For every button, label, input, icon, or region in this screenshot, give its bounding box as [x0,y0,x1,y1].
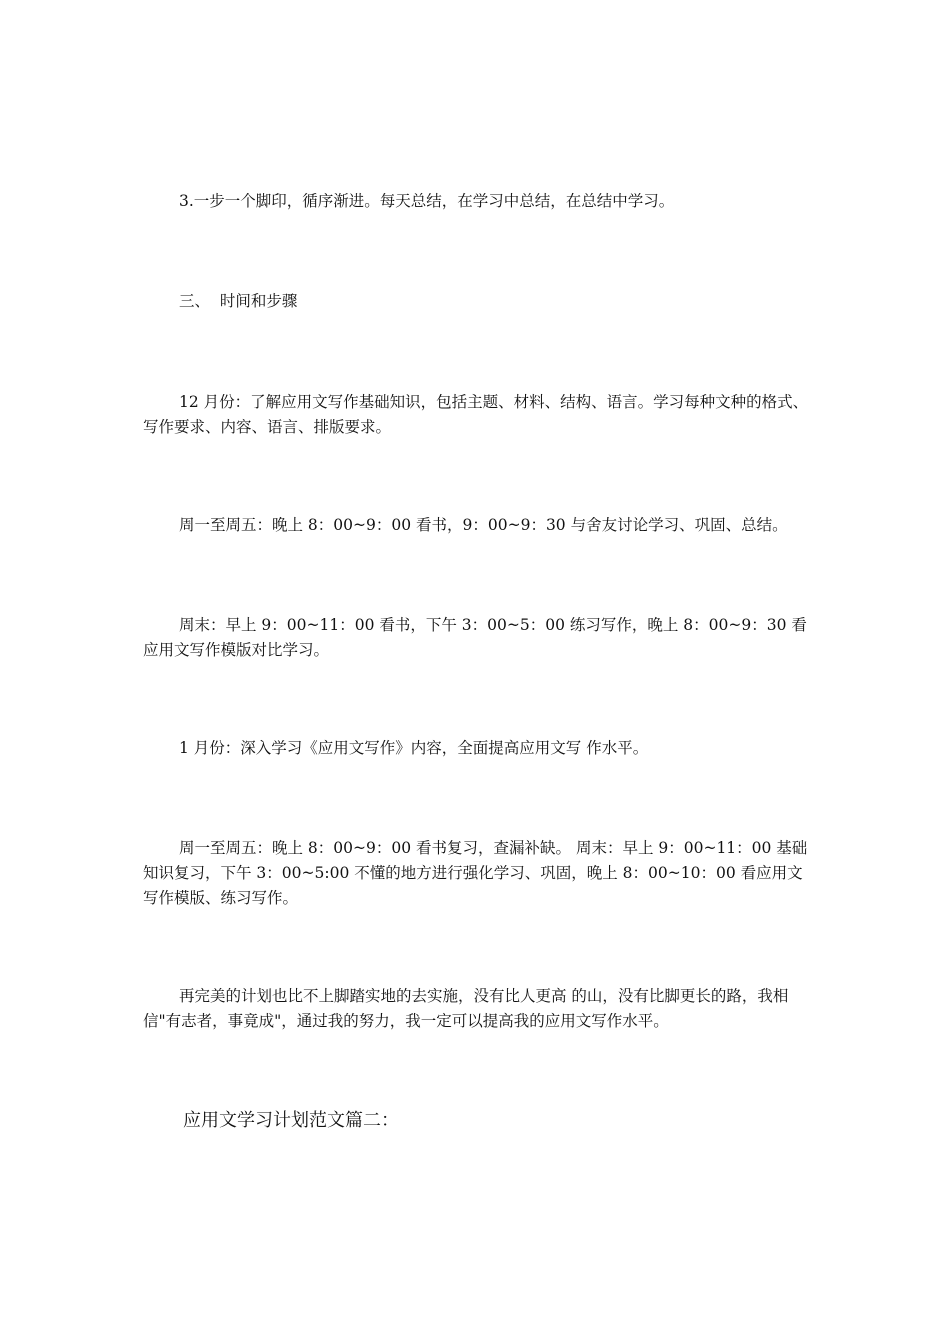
closing-statement: 再完美的计划也比不上脚踏实地的去实施，没有比人更高 的山，没有比脚更长的路，我相信"有志者，事竟成"，通过我的努力，我一定可以提高我的应用文写作水平。 [143,987,789,1030]
sample-two-heading: 应用文学习计划范文篇二： [183,1110,399,1131]
section-heading-time-and-steps: 三、 时间和步骤 [179,292,298,310]
principle-step-by-step: 3.一步一个脚印，循序渐进。每天总结，在学习中总结，在总结中学习。 [179,192,675,210]
january-schedule: 周一至周五：晚上 8：00~9：00 看书复习，查漏补缺。 周末：早上 9：00~11：00 基础知识复习，下午 3：00~5:00 不懂的地方进行强化学习、巩固，晚上 8：00~10：00 看应用文写作模版、练习写作。 [143,839,808,907]
january-plan: 1 月份：深入学习《应用文写作》内容，全面提高应用文写 作水平。 [179,739,649,757]
december-plan: 12 月份：了解应用文写作基础知识，包括主题、材料、结构、语言。学习每种文种的格式、写作要求、内容、语言、排版要求。 [143,393,809,436]
december-weekend-schedule: 周末：早上 9：00~11：00 看书，下午 3：00~5：00 练习写作，晚上 8：00~9：30 看应用文写作模版对比学习。 [143,616,807,659]
december-weekday-schedule: 周一至周五：晚上 8：00~9：00 看书，9：00~9：30 与舍友讨论学习、巩固、总结。 [179,516,788,534]
